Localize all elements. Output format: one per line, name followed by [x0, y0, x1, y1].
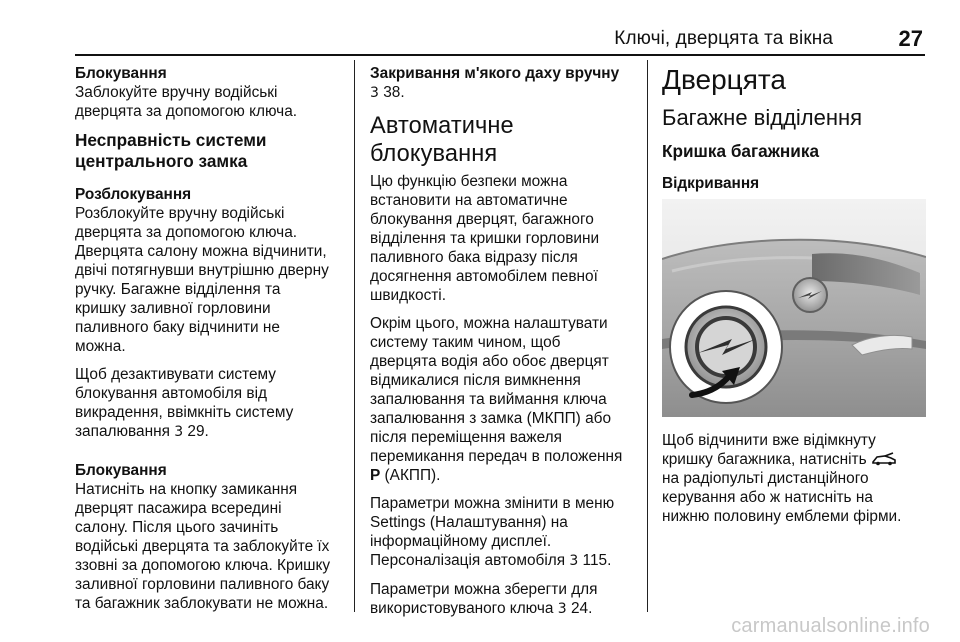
text-line: ззовні за допомогою ключа. Кришку — [75, 557, 331, 574]
locking-heading: Блокування — [75, 65, 167, 82]
opening-instructions — [662, 431, 930, 526]
text-line — [75, 422, 347, 442]
soft-top-ref-line — [370, 83, 638, 103]
locking-text-2 — [75, 480, 347, 613]
tailgate-heading: Кришка багажника — [662, 141, 820, 161]
emblem-ring — [697, 318, 755, 376]
text-line — [370, 551, 638, 571]
text-line: блокування дверцят, багажного — [370, 211, 594, 228]
text-line: паливного баку відчинити не — [75, 319, 280, 336]
text-line: систему таким чином, щоб — [370, 334, 561, 351]
watermark-url: carmanualsonline.info — [731, 615, 930, 637]
central-lock-fault-heading — [75, 130, 347, 172]
text-line: Заблокуйте вручну водійські — [75, 84, 278, 101]
heading-line: центрального замка — [75, 151, 248, 171]
text-line: відмикалися після вимкнення — [370, 372, 581, 389]
locking-text — [75, 83, 347, 121]
page-ref-link[interactable]: 29. — [187, 423, 209, 440]
auto-locking-p4 — [370, 580, 638, 619]
locking-heading-2: Блокування — [75, 462, 167, 479]
auto-locking-p2 — [370, 314, 638, 485]
text-fragment: Персоналізація автомобіля — [370, 552, 566, 569]
column-1 — [75, 64, 347, 622]
text-line — [370, 466, 638, 485]
column-3 — [662, 64, 930, 526]
text-line: встановити на автоматичне — [370, 192, 568, 209]
auto-locking-text-3 — [370, 494, 638, 571]
page-ref-icon: 3 — [174, 424, 184, 440]
page-header — [75, 24, 925, 56]
text-line: перемикання передач в положення — [370, 448, 623, 465]
gear-position-p: P — [370, 467, 381, 484]
page-ref-link[interactable]: 115. — [582, 552, 612, 569]
text-line: нижню половину емблеми фірми. — [662, 508, 902, 525]
text-fragment: використовуваного ключа — [370, 600, 554, 617]
auto-locking-p3 — [370, 494, 638, 571]
tailgate-illustration — [662, 199, 926, 417]
text-fragment: (АКПП). — [384, 467, 441, 484]
luggage-compartment-heading: Багажне відділення — [662, 105, 863, 130]
auto-locking-text-2 — [370, 314, 638, 485]
text-line: можна. — [75, 338, 126, 355]
text-line: дверцята за допомогою ключа. — [75, 103, 298, 120]
text-line: дверцят пасажира всередині — [75, 500, 282, 517]
text-line: блокування автомобіля від — [75, 385, 267, 402]
column-divider-1 — [354, 60, 355, 612]
text-fragment: запалювання — [75, 423, 170, 440]
text-line: запалювання з замка (МКПП) або — [370, 410, 612, 427]
text-line: Параметри можна зберегти для — [370, 581, 598, 598]
unlocking-text — [75, 204, 347, 356]
locking-block-2 — [75, 461, 347, 613]
auto-locking-text-4 — [370, 580, 638, 619]
heading-line: Несправність системи — [75, 130, 267, 150]
text-line: Окрім цього, можна налаштувати — [370, 315, 608, 332]
text-line: заливної горловини паливного баку — [75, 576, 330, 593]
text-line: двічі потягнувши внутрішню дверну — [75, 262, 329, 279]
text-line: відділення та кришки горловини — [370, 230, 600, 247]
text-line: Дверцята салону можна відчинити, — [75, 243, 327, 260]
text-line: паливного бака відразу після — [370, 249, 578, 266]
text-line: викрадення, ввімкніть систему — [75, 404, 294, 421]
page-ref-link[interactable]: 24. — [570, 600, 593, 617]
unlocking-heading: Розблокування — [75, 186, 192, 203]
text-line: запалювання та виймання ключа — [370, 391, 607, 408]
text-line: Щоб дезактивувати систему — [75, 366, 277, 383]
column-divider-2 — [647, 60, 648, 612]
soft-top-heading: Закривання м'якого даху вручну — [370, 65, 620, 82]
text-line — [370, 599, 638, 619]
emblem-on-car — [793, 278, 827, 312]
auto-locking-text-1 — [370, 172, 638, 305]
page-ref-icon: 3 — [569, 553, 579, 569]
auto-locking-heading: Автоматичне блокування — [370, 113, 514, 167]
immobilizer-text — [75, 365, 347, 442]
unlocking-block — [75, 185, 347, 356]
tailgate-open-icon — [871, 452, 897, 466]
text-line: Параметри можна змінити в меню — [370, 495, 615, 512]
text-line: Розблокуйте вручну водійські — [75, 205, 285, 222]
text-fragment: кришку багажника, натисніть — [662, 451, 867, 468]
text-line: після переміщення важеля — [370, 429, 562, 446]
soft-top-ref — [370, 64, 638, 103]
page-ref-icon: 3 — [557, 601, 567, 617]
page-ref-icon: 3 — [370, 85, 379, 101]
text-line: керування або ж натисніть на — [662, 489, 873, 506]
text-line: салону. Після цього зачиніть — [75, 519, 279, 536]
locking-block-1 — [75, 64, 347, 121]
column-2 — [370, 64, 638, 628]
text-line: дверцята водія або обоє дверцят — [370, 353, 609, 370]
text-line: кришку заливної горловини — [75, 300, 271, 317]
header-title: Ключі, дверцята та вікна — [614, 28, 833, 49]
text-line: Щоб відчинити вже відімкнуту — [662, 432, 876, 449]
text-line: Цю функцію безпеки можна — [370, 173, 568, 190]
text-line: швидкості. — [370, 287, 447, 304]
text-line: на радіопульті дистанційного — [662, 470, 869, 487]
text-line: інформаційному дисплеї. — [370, 533, 552, 550]
opening-heading: Відкривання — [662, 175, 760, 192]
text-line: водійські дверцята та заблокуйте їх — [75, 538, 330, 555]
page-ref-link[interactable]: 38. — [383, 84, 405, 101]
text-line: досягнення автомобілем певної — [370, 268, 598, 285]
text-line — [370, 83, 638, 103]
text-line: дверцята за допомогою ключа. — [75, 224, 298, 241]
text-line: та багажник заблокувати не можна. — [75, 595, 329, 612]
auto-locking-p1 — [370, 172, 638, 305]
immobilizer-paragraph — [75, 365, 347, 442]
page-number: 27 — [898, 26, 923, 51]
text-line: ручку. Багажне відділення та — [75, 281, 281, 298]
text-line — [662, 450, 930, 469]
text-line: Settings (Налаштування) на — [370, 514, 568, 531]
doors-title: Дверцята — [662, 64, 786, 95]
text-line: Натисніть на кнопку замикання — [75, 481, 298, 498]
